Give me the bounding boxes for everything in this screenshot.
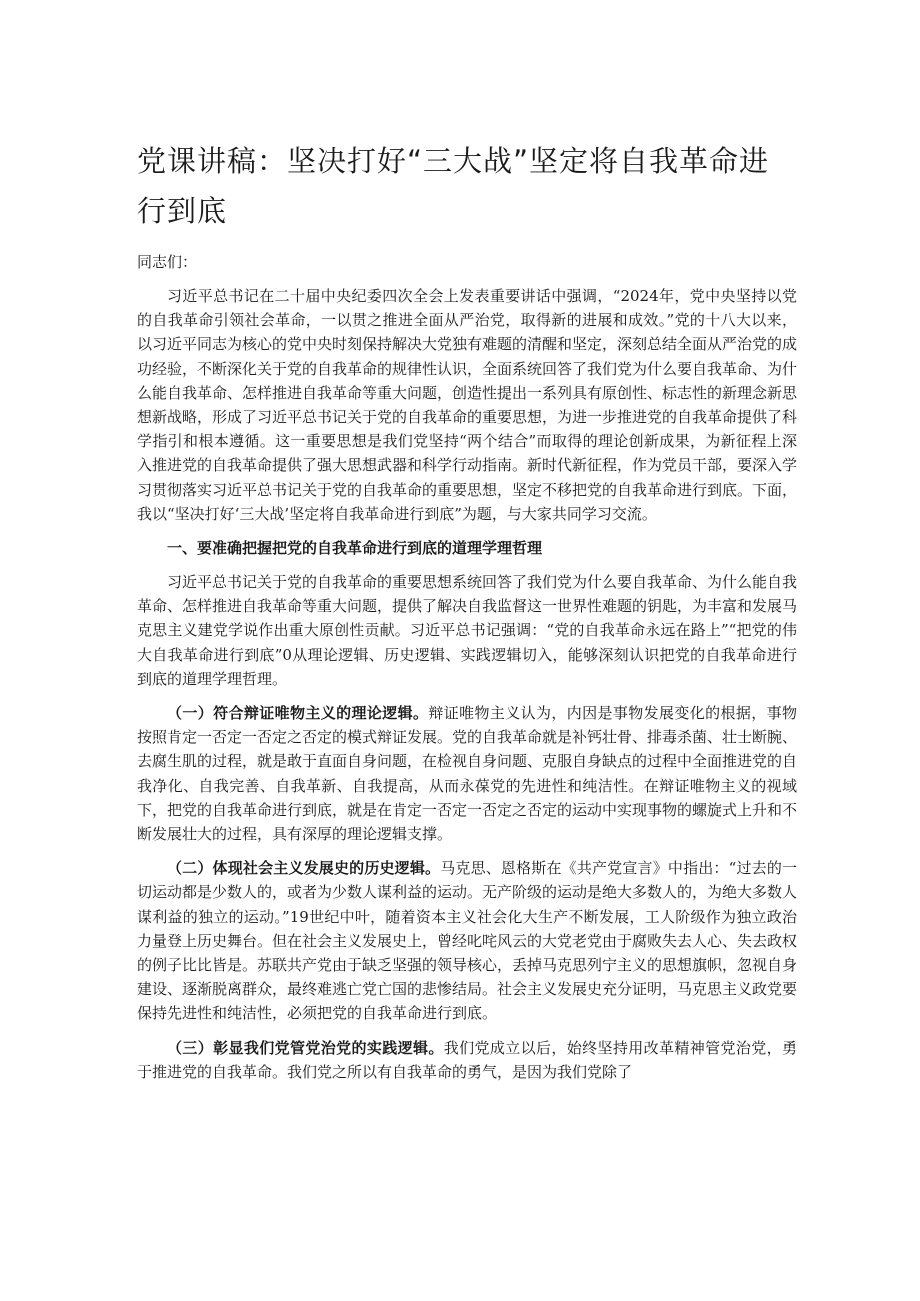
document-title: 党课讲稿：坚决打好“三大战”坚定将自我革命进行到底 (137, 144, 770, 228)
greeting: 同志们： (137, 253, 198, 271)
point-2-lead: （二）体现社会主义发展史的历史逻辑。 (167, 859, 441, 878)
point-3-body: 我们党成立以后，始终坚持用改革精神管党治党，勇于推进党的自我革命。我们党之所以有自我革命的勇气，是因为我们党除了 (137, 1038, 797, 1081)
point-2-body: 马克思、恩格斯在《共产党宣言》中指出：“过去的一切运动都是少数人的，或者为少数人谋利益的运动。无产阶级的运动是绝大多数人的，为绝大多数人谋利益的独立的运动。”19世纪中叶，随着资本主义社会化大生产不断发展，工人阶级作为独立政治力量登上历史舞台。但在社会主义发展史上，曾经叱咤风云的大党老党由于腐败失去人心、失去政权的例子比比皆是。苏联共产党由于缺乏坚强的领导核心，丢掉马克思列宁主义的思想旗帜，忽视自身建设、逐渐脱离群众，最终难逃亡党亡国的悲惨结局。社会主义发展史充分证明，马克思主义政党要保持先进性和纯洁性，必须把党的自我革命进行到底。 (137, 859, 798, 1023)
point-2-paragraph (137, 856, 797, 1025)
section-1-heading: 一、要准确把握把党的自我革命进行到底的道理学理哲理 (167, 539, 543, 558)
point-1-body: 辩证唯物主义认为，内因是事物发展变化的根据，事物按照肯定一否定一否定之否定的模式辩证发展。党的自我革命就是补钙壮骨、排毒杀菌、壮士断腕、去腐生肌的过程，就是敢于直面自身问题，在检视自身问题、克服自身缺点的过程中全面推进党的自我净化、自我完善、自我革新、自我提高，从而永葆党的先进性和纯洁性。在辩证唯物主义的视域下，把党的自我革命进行到底，就是在肯定一否定一否定之否定的运动中实现事物的螺旋式上升和不断发展壮大的过程，具有深厚的理论逻辑支撑。 (137, 704, 798, 844)
intro-paragraph: 习近平总书记在二十届中央纪委四次全会上发表重要讲话中强调，“2024年，党中央坚持以党的自我革命引领社会革命，一以贯之推进全面从严治党，取得新的进展和成效。”党的十八大以来，以习近平同志为核心的党中央时刻保持解决大党独有难题的清醒和坚定，深刻总结全面从严治党的成功经验，不断深化关于党的自我革命的规律性认识，全面系统回答了我们党为什么要自我革命、为什么能自我革命、怎样推进自我革命等重大问题，创造性提出一系列具有原创性、标志性的新理念新思想新战略，形成了习近平总书记关于党的自我革命的重要思想，为进一步推进党的自我革命提供了科学指引和根本遵循。这一重要思想是我们党坚持“两个结合”而取得的理论创新成果，为新征程上深入推进党的自我革命提供了强大思想武器和科学行动指南。新时代新征程，作为党员干部，要深入学习贯彻落实习近平总书记关于党的自我革命的重要思想，坚定不移把党的自我革命进行到底。下面，我以“坚决打好‘三大战’坚定将自我革命进行到底”为题，与大家共同学习交流。 (137, 287, 798, 523)
point-3-lead: （三）彰显我们党管党治党的实践逻辑。 (167, 1038, 444, 1057)
document-page (137, 136, 797, 1094)
section-1-intro-paragraph: 习近平总书记关于党的自我革命的重要思想系统回答了我们党为什么要自我革命、为什么能自我革命、怎样推进自我革命等重大问题，提供了解决自我监督这一世界性难题的钥匙，为丰富和发展马克思主义建党学说作出重大原创性贡献。习近平总书记强调：“党的自我革命永远在路上”“把党的伟大自我革命进行到底”0从理论逻辑、历史逻辑、实践逻辑切入，能够深刻认识把党的自我革命进行到底的道理学理哲理。 (137, 573, 798, 688)
point-1-lead: （一）符合辩证唯物主义的理论逻辑。 (167, 704, 429, 723)
point-3-paragraph (137, 1036, 797, 1084)
point-1-paragraph (137, 701, 797, 846)
